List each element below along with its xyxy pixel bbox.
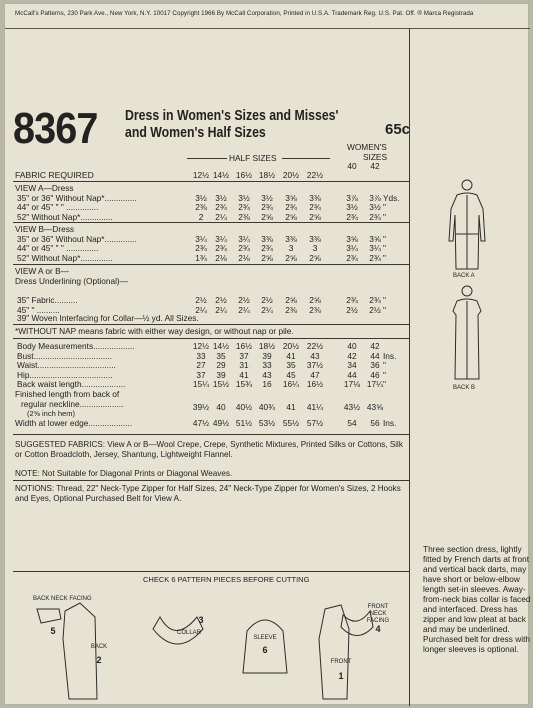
- row-value: 3: [288, 243, 294, 253]
- front-neck-facing-number: 4: [375, 624, 381, 634]
- rule-notions: [13, 480, 409, 481]
- rule-2: [13, 222, 409, 223]
- finished-value: 40: [216, 402, 226, 412]
- size-0: 12½: [192, 170, 210, 180]
- row-value: 2¼: [261, 304, 273, 315]
- row-value: 15¼: [192, 379, 210, 389]
- collar-label: COLLAR: [176, 630, 201, 636]
- row-value: 16¼: [282, 379, 300, 389]
- finished-value: 43⅝: [366, 402, 384, 412]
- row-value: 2⅜: [285, 304, 297, 315]
- row-value: 3½: [346, 202, 358, 212]
- row-value: 2⅝: [285, 211, 297, 222]
- row-value: 47: [310, 369, 320, 380]
- width-value: 51½: [235, 418, 253, 428]
- row-value: 2¼: [215, 211, 227, 222]
- row-value: 37: [239, 350, 249, 361]
- interfacing-line: 39" Woven Interfacing for Collar—½ yd. All Sizes.: [17, 313, 199, 323]
- row-value: 3⅜: [261, 233, 273, 244]
- row-value: 39: [262, 350, 272, 361]
- row-value: 2⅝: [309, 211, 321, 222]
- row-value: 36: [370, 360, 380, 370]
- width-unit: Ins.: [383, 418, 397, 428]
- row-value: 2⅝: [309, 252, 321, 263]
- row-value: 2⅛: [238, 252, 250, 263]
- back-b-label: BACK B: [453, 385, 476, 391]
- row-value: 15¾: [235, 379, 253, 389]
- row-value: 37½: [306, 360, 324, 370]
- row-value: 2¾: [346, 295, 358, 305]
- width-value: 53½: [258, 418, 276, 428]
- copyright-line: McCall's Patterns, 230 Park Ave., New York, N.Y. 10017 Copyright 1966 By McCall Corporation, Printed in U.S.A. Trademark Reg. U.S. Pat. Off. ® Marca Registrada: [15, 10, 474, 17]
- pieces-top-rule: [13, 571, 409, 572]
- row-value: 3½: [195, 192, 207, 203]
- row-value: 2¼: [195, 304, 207, 315]
- row-value: 3⅝: [369, 233, 381, 244]
- row-value: 43: [262, 369, 272, 380]
- row-value: 42: [347, 350, 357, 361]
- collar-number: 3: [198, 615, 204, 625]
- row-value: 3⅝: [346, 233, 358, 244]
- half-sizes-label: HALF SIZES: [229, 153, 277, 163]
- row-value: 41: [286, 350, 296, 361]
- row-value: 35: [286, 360, 296, 370]
- underlining-heading-1: VIEW A or B—: [15, 266, 69, 276]
- row-value: 2¾: [309, 202, 321, 212]
- row-value: 2¾: [238, 243, 250, 253]
- row-value: 43: [310, 350, 320, 361]
- diagonal-note: NOTE: Not Suitable for Diagonal Prints or Diagonal Weaves.: [15, 469, 233, 478]
- size-1: 14½: [212, 170, 230, 180]
- back-b-head: [462, 286, 472, 296]
- width-value: 57½: [306, 418, 324, 428]
- size-5: 22½: [306, 170, 324, 180]
- row-value: 2¾: [369, 252, 381, 263]
- row-value: 22½: [306, 341, 324, 351]
- finished-value: 40¾: [258, 402, 276, 412]
- pieces-heading: CHECK 6 PATTERN PIECES BEFORE CUTTING: [143, 575, 310, 584]
- width-label: Width at lower edge...................: [15, 418, 133, 428]
- row-unit: Yds.: [383, 192, 400, 203]
- row-label: Back waist length...................: [17, 379, 126, 389]
- row-value: 37: [196, 369, 206, 380]
- size-3: 18½: [258, 170, 276, 180]
- row-value: 39: [216, 369, 226, 380]
- row-value: 3½: [238, 192, 250, 203]
- row-value: 2½: [238, 295, 250, 305]
- row-label: 52" Without Nap*..............: [17, 252, 113, 263]
- title-line-2: and Women's Half Sizes: [125, 124, 266, 141]
- rule-3: [13, 264, 409, 265]
- row-value: 3⅞: [346, 192, 358, 203]
- notions: NOTIONS: Thread, 22" Neck-Type Zipper for Half Sizes, 24" Neck-Type Zipper for Women's Sizes, 2 Hooks and Eyes, Optional Purchased Belt for View A.: [15, 484, 401, 503]
- back-label: BACK: [90, 644, 108, 650]
- back-a-label: BACK A: [453, 273, 475, 279]
- back-piece-shape: [63, 603, 97, 699]
- row-label: Hip....................................: [17, 369, 113, 380]
- row-label: 45" " ..........: [17, 304, 60, 315]
- row-unit: ": [383, 252, 386, 263]
- row-value: 44: [347, 369, 357, 380]
- row-unit: ": [383, 243, 386, 253]
- womens-sizes-label: SIZES: [363, 152, 387, 162]
- row-unit: ": [383, 304, 386, 315]
- front-piece-shape: [319, 605, 349, 699]
- half-sizes-bracket-right: [282, 158, 330, 159]
- row-unit: ": [383, 233, 386, 244]
- row-value: 15½: [212, 379, 230, 389]
- row-unit: ": [383, 295, 386, 305]
- row-value: 46: [370, 369, 380, 380]
- row-value: 2¾: [285, 202, 297, 212]
- row-value: 3⅜: [309, 192, 321, 203]
- finished-value: 39½: [192, 402, 210, 412]
- row-value: 20½: [282, 341, 300, 351]
- row-label: 35" Fabric..........: [17, 295, 78, 305]
- row-value: 3¼: [195, 233, 207, 244]
- row-unit: ": [383, 202, 386, 212]
- finished-value: 41¼: [306, 402, 324, 412]
- width-value: 54: [347, 418, 357, 428]
- row-value: 2⅝: [285, 295, 297, 305]
- view-b-heading: VIEW B—Dress: [15, 224, 75, 234]
- row-label: 44" or 45" " " ..............: [17, 202, 99, 212]
- row-value: 34: [347, 360, 357, 370]
- back-number: 2: [96, 655, 102, 665]
- row-value: 2¾: [261, 202, 273, 212]
- row-label: Waist..................................: [17, 360, 116, 370]
- row-value: 2¾: [215, 202, 227, 212]
- row-value: 40: [347, 341, 357, 351]
- row-unit: ": [383, 369, 386, 380]
- row-value: 1¾: [195, 252, 207, 263]
- row-value: 2¾: [369, 211, 381, 222]
- row-value: 42: [370, 341, 380, 351]
- row-value: 3¼: [346, 243, 358, 253]
- back-views-illustration: [437, 179, 497, 399]
- row-value: 17⅛: [343, 379, 361, 389]
- row-value: 3⅝: [285, 192, 297, 203]
- row-value: 16½: [306, 379, 324, 389]
- row-unit: ": [383, 360, 386, 370]
- row-value: 29: [216, 360, 226, 370]
- fabric-required-heading: FABRIC REQUIRED: [15, 170, 94, 180]
- row-value: 2½: [195, 295, 207, 305]
- row-value: 3½: [215, 192, 227, 203]
- finished-label-1: Finished length from back of: [15, 389, 120, 399]
- size-2: 16½: [235, 170, 253, 180]
- row-value: 3⅜: [309, 233, 321, 244]
- row-unit: Ins.: [383, 350, 397, 361]
- row-value: 2½: [261, 295, 273, 305]
- row-label: 35" or 36" Without Nap*..............: [17, 233, 137, 244]
- dress-description: Three section dress, lightly fitted by French darts at front and vertical back darts, may have short or below-elbow length set-in sleeves. Away-from-neck bias collar is faced and interfaced. Dress has zipper and low pleat at back and may be underlined. Purchased belt for dress with longer sleeves is optional.: [423, 544, 531, 654]
- row-value: 2⅝: [285, 252, 297, 263]
- width-value: 49½: [212, 418, 230, 428]
- width-value: 55½: [282, 418, 300, 428]
- row-value: 3: [312, 243, 318, 253]
- pattern-envelope: [4, 3, 529, 705]
- row-value: 3⅞: [369, 192, 381, 203]
- row-value: 18½: [258, 341, 276, 351]
- row-value: 3½: [369, 202, 381, 212]
- rule-5: [13, 338, 409, 339]
- sleeve-label: SLEEVE: [253, 635, 277, 641]
- row-value: 17¼: [366, 379, 384, 389]
- row-value: 2⅜: [195, 202, 207, 212]
- back-neck-facing-shape: [37, 609, 61, 623]
- row-value: 2¾: [215, 243, 227, 253]
- row-value: 16½: [235, 341, 253, 351]
- row-value: 2¼: [238, 304, 250, 315]
- underlining-heading-2: Dress Underlining (Optional)—: [15, 275, 128, 286]
- row-value: 2¾: [238, 202, 250, 212]
- half-sizes-bracket-left: [187, 158, 227, 159]
- row-unit: ": [383, 379, 386, 389]
- sleeve-number: 6: [262, 645, 268, 655]
- row-value: 2½: [346, 304, 358, 315]
- row-value: 33: [262, 360, 272, 370]
- row-value: 44: [370, 350, 380, 361]
- row-label: 35" or 36" Without Nap*..............: [17, 192, 137, 203]
- suggested-fabrics: SUGGESTED FABRICS: View A or B—Wool Crepe, Crepe, Synthetic Mixtures, Printed Silks or Cottons, Silk or Cotton Broadcloth, Jersey, Shantung, Lightweight Flannel.: [15, 440, 403, 459]
- back-neck-facing-label: BACK NECK FACING: [33, 596, 92, 602]
- row-value: 2⅝: [261, 211, 273, 222]
- back-neck-facing-number: 5: [50, 626, 56, 636]
- row-value: 2⅜: [309, 304, 321, 315]
- womens-label: WOMEN'S: [347, 142, 387, 152]
- size-4: 20½: [282, 170, 300, 180]
- title-line-1: Dress in Women's Sizes and Misses': [125, 107, 339, 124]
- row-value: 14½: [212, 341, 230, 351]
- row-value: 3¼: [369, 243, 381, 253]
- top-rule: [5, 28, 530, 29]
- row-value: 35: [216, 350, 226, 361]
- row-value: 45: [286, 369, 296, 380]
- rule-4: [13, 324, 409, 325]
- row-value: 3¼: [238, 233, 250, 244]
- row-value: 12½: [192, 341, 210, 351]
- row-unit: ": [383, 211, 386, 222]
- row-value: 3⅜: [285, 233, 297, 244]
- row-value: 3½: [261, 192, 273, 203]
- row-value: 2½: [215, 295, 227, 305]
- finished-value: 40½: [235, 402, 253, 412]
- row-value: 2: [198, 211, 204, 222]
- width-value: 56: [370, 418, 380, 428]
- finished-value: 41: [286, 402, 296, 412]
- row-value: 31: [239, 360, 249, 370]
- front-neck-facing-label: FRONT NECK FACING: [366, 604, 390, 624]
- row-value: 27: [196, 360, 206, 370]
- row-value: 2¾: [346, 211, 358, 222]
- row-value: 2¾: [346, 252, 358, 263]
- view-a-heading: VIEW A—Dress: [15, 183, 74, 193]
- finished-label-2: regular neckline...................: [21, 398, 124, 409]
- pattern-number: 8367: [13, 104, 98, 153]
- back-a-head: [462, 180, 472, 190]
- row-value: 33: [196, 350, 206, 361]
- row-value: 2⅜: [238, 211, 250, 222]
- finished-label-3: (2⅝ inch hem): [27, 409, 75, 418]
- row-value: 2⅝: [309, 295, 321, 305]
- row-value: 2¾: [369, 295, 381, 305]
- rule-6: [13, 434, 409, 435]
- womens-size-1: 42: [370, 161, 380, 171]
- womens-size-0: 40: [347, 161, 357, 171]
- row-value: 2⅝: [261, 252, 273, 263]
- front-label: FRONT: [330, 659, 352, 665]
- row-label: 44" or 45" " " ..............: [17, 243, 99, 253]
- price: 65c: [385, 121, 411, 138]
- rule-1: [13, 181, 409, 182]
- row-label: Bust..................................: [17, 350, 112, 361]
- row-value: 2½: [369, 304, 381, 315]
- finished-value: 43½: [343, 402, 361, 412]
- row-value: 2¾: [195, 243, 207, 253]
- row-value: 2¾: [261, 243, 273, 253]
- row-value: 2⅛: [215, 252, 227, 263]
- row-value: 2¼: [215, 304, 227, 315]
- row-value: 41: [239, 369, 249, 380]
- row-value: 3¼: [215, 233, 227, 244]
- nap-note: *WITHOUT NAP means fabric with either way design, or without nap or pile.: [15, 326, 294, 336]
- row-label: 52" Without Nap*..............: [17, 211, 113, 222]
- width-value: 47½: [192, 418, 210, 428]
- front-number: 1: [338, 671, 344, 681]
- row-label: Body Measurements..................: [17, 341, 135, 351]
- row-value: 16: [262, 379, 272, 389]
